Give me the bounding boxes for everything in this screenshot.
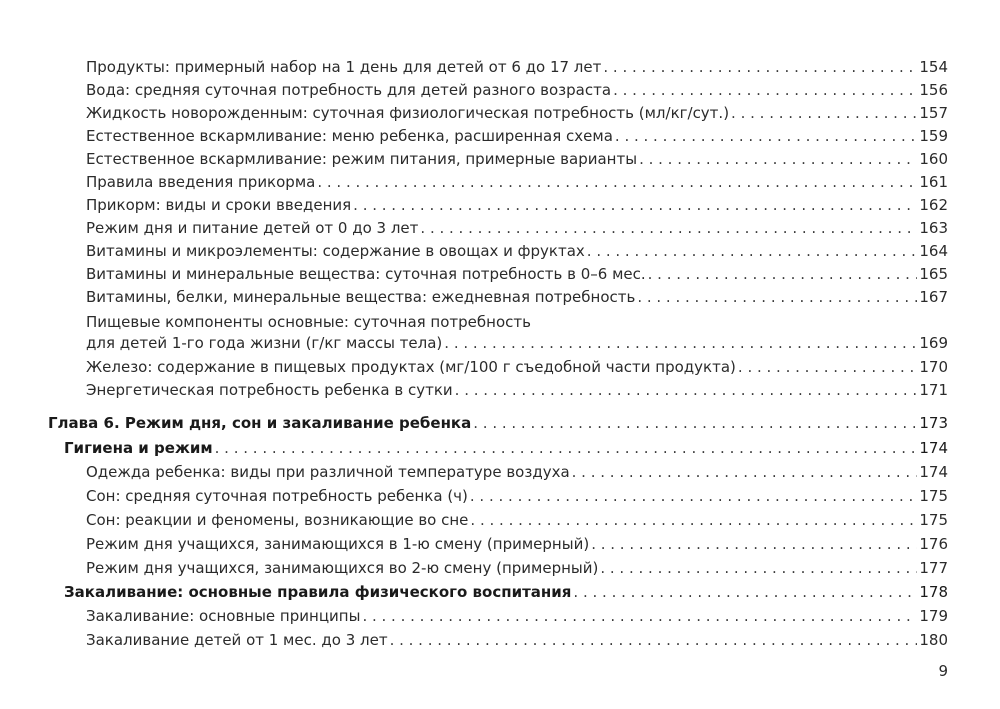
dot-leader [639,149,917,169]
toc-section [64,438,948,458]
toc-entry-title: Жидкость новорожденным: суточная физиологическая потребность (мл/кг/сут.) [86,104,730,122]
toc-entry-page: 175 [919,487,948,505]
toc-entry-page: 164 [919,242,948,260]
toc-entry-title: Естественное вскармливание: режим питания, примерные варианты [86,150,638,168]
dot-leader [731,103,917,123]
dot-leader [591,534,917,554]
toc-entry [86,126,948,146]
dot-leader [615,126,917,146]
toc-entry [86,80,948,100]
toc-entry-title: Энергетическая потребность ребенка в сутки [86,381,453,399]
toc-entry [86,172,948,192]
dot-leader [603,57,917,77]
toc-entry-title: Режим дня учащихся, занимающихся во 2-ю смену (примерный) [86,559,599,577]
toc-entry-page: 161 [919,173,948,191]
toc-section-page: 178 [919,583,948,601]
toc-entry-page: 156 [919,81,948,99]
page-number: 9 [938,662,948,680]
toc-entry [86,486,948,506]
toc-entry-title-line1: Пищевые компоненты основные: суточная потребность [86,313,531,331]
toc-chapter [48,413,948,433]
toc-entry-title: Закаливание детей от 1 мес. до 3 лет [86,631,388,649]
toc-entry-title: Витамины и минеральные вещества: суточная потребность в 0–6 мес. [86,265,646,283]
toc-entry-page: 159 [919,127,948,145]
dot-leader [600,558,917,578]
toc-entry [86,287,948,307]
toc-entry-title: Витамины и микроэлементы: содержание в овощах и фруктах [86,242,585,260]
toc-entry-title: Режим дня учащихся, занимающихся в 1-ю смену (примерный) [86,535,590,553]
toc-entry-title: Сон: средняя суточная потребность ребенка (ч) [86,487,468,505]
toc-entry-page: 163 [919,219,948,237]
toc-entry-title: Режим дня и питание детей от 0 до 3 лет [86,219,419,237]
toc-entry-title: Вода: средняя суточная потребность для детей разного возраста [86,81,612,99]
dot-leader [390,630,918,650]
dot-leader [470,510,917,530]
toc-entry [86,630,948,650]
toc-entry-title: Естественное вскармливание: меню ребенка, расширенная схема [86,127,613,145]
toc-entry-page: 177 [919,559,948,577]
dot-leader [444,333,917,353]
toc-entry-page: 169 [919,334,948,352]
dot-leader [613,80,917,100]
dot-leader [648,264,918,284]
toc-entry [86,534,948,554]
toc-entry [86,462,948,482]
toc-entry [86,380,948,400]
toc-section-title: Гигиена и режим [64,439,213,457]
toc-entry-page: 165 [919,265,948,283]
toc-entry-page: 160 [919,150,948,168]
toc-entry [86,510,948,530]
toc-entry [86,241,948,261]
toc-section [64,582,948,602]
toc-entry-page: 171 [919,381,948,399]
toc-entry-title: Витамины, белки, минеральные вещества: ежедневная потребность [86,288,636,306]
toc-entry [86,57,948,77]
dot-leader [470,486,917,506]
toc-entry-page: 154 [919,58,948,76]
toc-entry [86,558,948,578]
dot-leader [317,172,917,192]
toc-entry [86,264,948,284]
toc-entry-page: 175 [919,511,948,529]
toc-entry-title: для детей 1-го года жизни (г/кг массы тела) [86,334,443,352]
toc-entry-title: Сон: реакции и феномены, возникающие во сне [86,511,469,529]
toc-entry [86,149,948,169]
dot-leader [362,606,917,626]
toc-entry-page: 167 [919,288,948,306]
toc-entry-page: 157 [919,104,948,122]
toc-entry-title: Продукты: примерный набор на 1 день для детей от 6 до 17 лет [86,58,602,76]
toc-entry-page: 170 [919,358,948,376]
toc-entry-page: 176 [919,535,948,553]
dot-leader [572,462,918,482]
dot-leader [455,380,918,400]
dot-leader [215,438,918,458]
toc-entry [86,333,948,353]
toc-entry-title: Правила введения прикорма [86,173,316,191]
toc-entry-title: Закаливание: основные принципы [86,607,361,625]
dot-leader [353,195,917,215]
dot-leader [637,287,917,307]
toc-entry [86,218,948,238]
toc-entry-page: 162 [919,196,948,214]
dot-leader [573,582,917,602]
dot-leader [473,413,917,433]
toc-entry-title: Железо: содержание в пищевых продуктах (мг/100 г съедобной части продукта) [86,358,736,376]
toc-entry [86,195,948,215]
toc-section-title: Закаливание: основные правила физического воспитания [64,583,572,601]
toc-entry [86,357,948,377]
dot-leader [587,241,918,261]
toc-section-page: 174 [919,439,948,457]
toc-entry-page: 174 [919,463,948,481]
toc-entry-title: Одежда ребенка: виды при различной температуре воздуха [86,463,570,481]
toc-chapter-title: Глава 6. Режим дня, сон и закаливание ребенка [48,414,472,432]
dot-leader [738,357,917,377]
dot-leader [420,218,917,238]
toc-entry-page: 179 [919,607,948,625]
toc-entry-page: 180 [919,631,948,649]
toc-chapter-page: 173 [919,414,948,432]
toc-entry [86,103,948,123]
toc-entry-title: Прикорм: виды и сроки введения [86,196,352,214]
toc-entry [86,606,948,626]
